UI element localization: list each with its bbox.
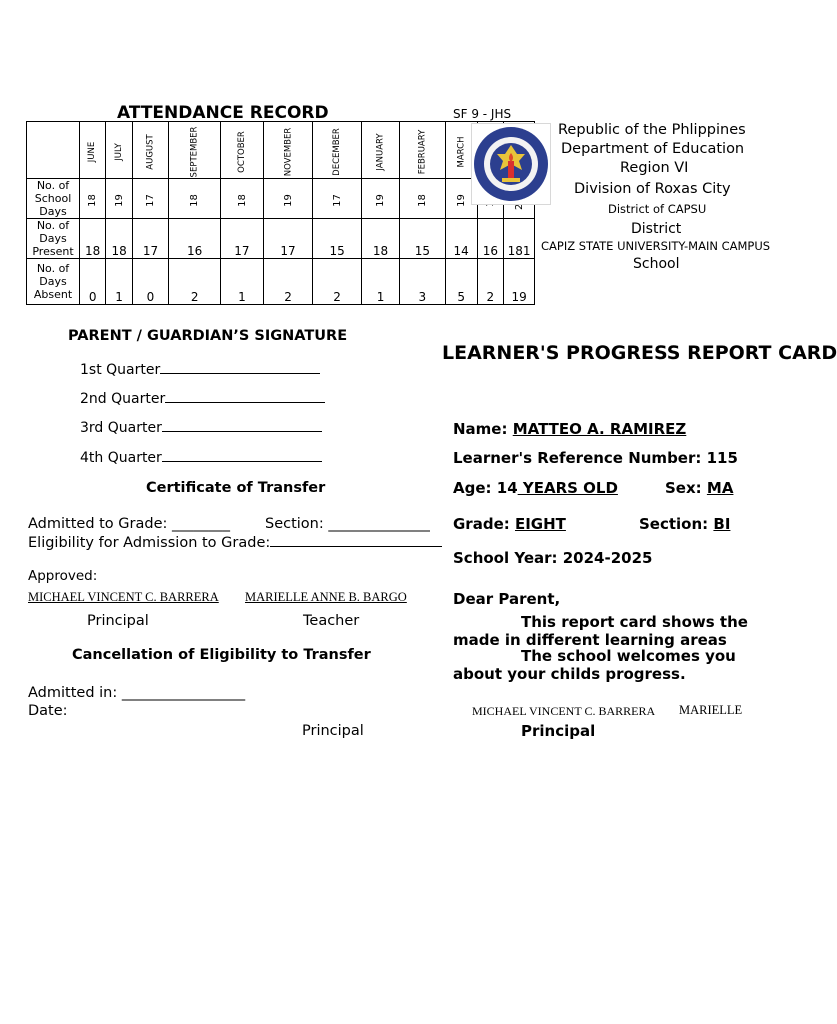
deped-seal-icon xyxy=(471,123,551,205)
lrn-value: 115 xyxy=(706,449,738,467)
days-present-cell: 18 xyxy=(106,219,132,259)
quarter-4-label: 4th Quarter xyxy=(80,450,162,466)
month-header: MARCH xyxy=(456,136,467,168)
region-label: Region VI xyxy=(620,160,689,176)
cancellation-title: Cancellation of Eligibility to Transfer xyxy=(72,647,371,663)
quarter-1-label: 1st Quarter xyxy=(80,362,161,378)
school-days-cell: 18 xyxy=(416,193,428,207)
approved-label: Approved: xyxy=(28,568,98,584)
sex-row xyxy=(665,479,733,497)
section-label: Section: xyxy=(639,515,709,533)
days-present-cell: 15 xyxy=(313,219,362,259)
attendance-title: ATTENDANCE RECORD xyxy=(117,103,329,123)
transfer-principal-name: MICHAEL VINCENT C. BARRERA xyxy=(28,590,219,604)
school-year: School Year: 2024-2025 xyxy=(453,549,653,567)
days-absent-cell: 1 xyxy=(106,259,132,305)
quarter-2-signature-line[interactable] xyxy=(165,402,325,403)
admitted-in: Admitted in: _________________ xyxy=(28,685,246,701)
school-days-cell: 19 xyxy=(375,193,387,207)
month-header: JULY xyxy=(114,143,125,161)
department-label: Department of Education xyxy=(561,141,745,157)
admitted-to-grade: Admitted to Grade: ________ xyxy=(28,516,230,532)
days-absent-cell: 2 xyxy=(477,259,503,305)
school-days-cell: 18 xyxy=(87,193,99,207)
section-row xyxy=(639,515,730,533)
quarter-2-row xyxy=(80,391,325,407)
school-days-cell: 19 xyxy=(113,193,125,207)
transfer-teacher-label: Teacher xyxy=(303,613,360,629)
grade-label: Grade: xyxy=(453,515,510,533)
division-label: Division of Roxas City xyxy=(574,181,731,197)
days-present-cell: 17 xyxy=(221,219,264,259)
days-absent-cell: 0 xyxy=(132,259,168,305)
school-name: CAPIZ STATE UNIVERSITY-MAIN CAMPUS xyxy=(541,239,771,253)
letter-line-1: This report card shows the xyxy=(521,613,748,631)
school-days-cell: 19 xyxy=(282,193,294,207)
front-principal-label: Principal xyxy=(521,722,596,740)
age-value: 14 xyxy=(496,479,518,497)
section-value: BI xyxy=(713,515,731,533)
school-days-label: No. of School Days xyxy=(27,179,80,219)
days-absent-cell: 2 xyxy=(263,259,313,305)
age-label: Age: xyxy=(453,479,492,497)
eligibility-row xyxy=(28,535,442,551)
days-present-cell: 16 xyxy=(477,219,503,259)
learner-name-row xyxy=(453,420,686,438)
quarter-3-signature-line[interactable] xyxy=(162,431,322,432)
age-unit: YEARS OLD xyxy=(517,479,618,497)
school-days-cell: 18 xyxy=(189,193,201,207)
front-principal-name: MICHAEL VINCENT C. BARRERA xyxy=(472,704,656,718)
days-absent-total: 19 xyxy=(504,259,535,305)
quarter-4-signature-line[interactable] xyxy=(162,461,322,462)
cancellation-principal-label: Principal xyxy=(302,723,364,739)
lrn-label: Learner's Reference Number: xyxy=(453,449,702,467)
month-header: FEBRUARY xyxy=(417,129,428,175)
learner-name: MATTEO A. RAMIREZ xyxy=(512,420,687,438)
school-days-cell: 18 xyxy=(236,193,248,207)
days-present-cell: 16 xyxy=(169,219,221,259)
school-days-cell: 17 xyxy=(331,193,343,207)
month-header: JANUARY xyxy=(375,133,386,171)
sex-label: Sex: xyxy=(665,479,702,497)
front-teacher-name: MARIELLE xyxy=(679,703,743,717)
letter-line-3: The school welcomes you xyxy=(521,647,736,665)
days-present-total: 181 xyxy=(504,219,535,259)
dear-parent: Dear Parent, xyxy=(453,590,561,608)
quarter-3-label: 3rd Quarter xyxy=(80,420,162,436)
eligibility-line[interactable] xyxy=(270,546,442,547)
days-absent-cell: 1 xyxy=(361,259,399,305)
days-absent-cell: 5 xyxy=(445,259,477,305)
days-present-cell: 17 xyxy=(132,219,168,259)
quarter-1-signature-line[interactable] xyxy=(160,373,320,374)
quarter-4-row xyxy=(80,450,322,466)
district-label: District xyxy=(631,221,682,237)
letter-line-4: about your childs progress. xyxy=(453,665,686,683)
certificate-transfer-title: Certificate of Transfer xyxy=(146,480,326,496)
days-absent-cell: 3 xyxy=(400,259,446,305)
letter-line-2: made in different learning areas xyxy=(453,631,727,649)
transfer-section: Section: ______________ xyxy=(265,516,430,532)
transfer-teacher-name: MARIELLE ANNE B. BARGO xyxy=(245,590,407,604)
school-days-cell: 19 xyxy=(455,193,467,207)
days-absent-cell: 2 xyxy=(169,259,221,305)
days-present-cell: 18 xyxy=(80,219,106,259)
sex-value: MA xyxy=(706,479,734,497)
quarter-3-row xyxy=(80,420,322,436)
quarter-2-label: 2nd Quarter xyxy=(80,391,166,407)
guardian-signature-title: PARENT / GUARDIAN’S SIGNATURE xyxy=(68,328,348,344)
transfer-principal-label: Principal xyxy=(87,613,149,629)
district-name: District of CAPSU xyxy=(608,202,707,216)
grade-value: EIGHT xyxy=(514,515,566,533)
cancellation-date: Date: xyxy=(28,703,68,719)
days-absent-cell: 1 xyxy=(221,259,264,305)
quarter-1-row xyxy=(80,362,320,378)
report-card-front xyxy=(442,0,837,1024)
republic-label: Republic of the Phlippines xyxy=(558,122,746,138)
month-header: OCTOBER xyxy=(236,131,247,173)
days-present-cell: 15 xyxy=(400,219,446,259)
report-card-title: LEARNER'S PROGRESS REPORT CARD xyxy=(442,342,837,364)
name-label: Name: xyxy=(453,420,508,438)
days-present-cell: 18 xyxy=(361,219,399,259)
month-header: NOVEMBER xyxy=(283,127,294,177)
month-header: DECEMBER xyxy=(332,128,343,176)
school-label: School xyxy=(633,256,680,272)
month-header: JUNE xyxy=(87,141,98,163)
age-row xyxy=(453,479,618,497)
days-absent-cell: 0 xyxy=(80,259,106,305)
school-days-cell: 17 xyxy=(144,193,156,207)
days-present-label: No. of Days Present xyxy=(27,219,80,259)
days-absent-label: No. of Days Absent xyxy=(27,259,80,305)
days-present-cell: 17 xyxy=(263,219,313,259)
month-header: SEPTEMBER xyxy=(189,126,200,178)
days-present-cell: 14 xyxy=(445,219,477,259)
grade-row xyxy=(453,515,566,533)
month-header: AUGUST xyxy=(145,134,156,170)
lrn-row xyxy=(453,449,738,467)
eligibility-label: Eligibility for Admission to Grade: xyxy=(28,535,271,551)
days-absent-cell: 2 xyxy=(313,259,362,305)
form-code: SF 9 - JHS xyxy=(453,107,512,121)
